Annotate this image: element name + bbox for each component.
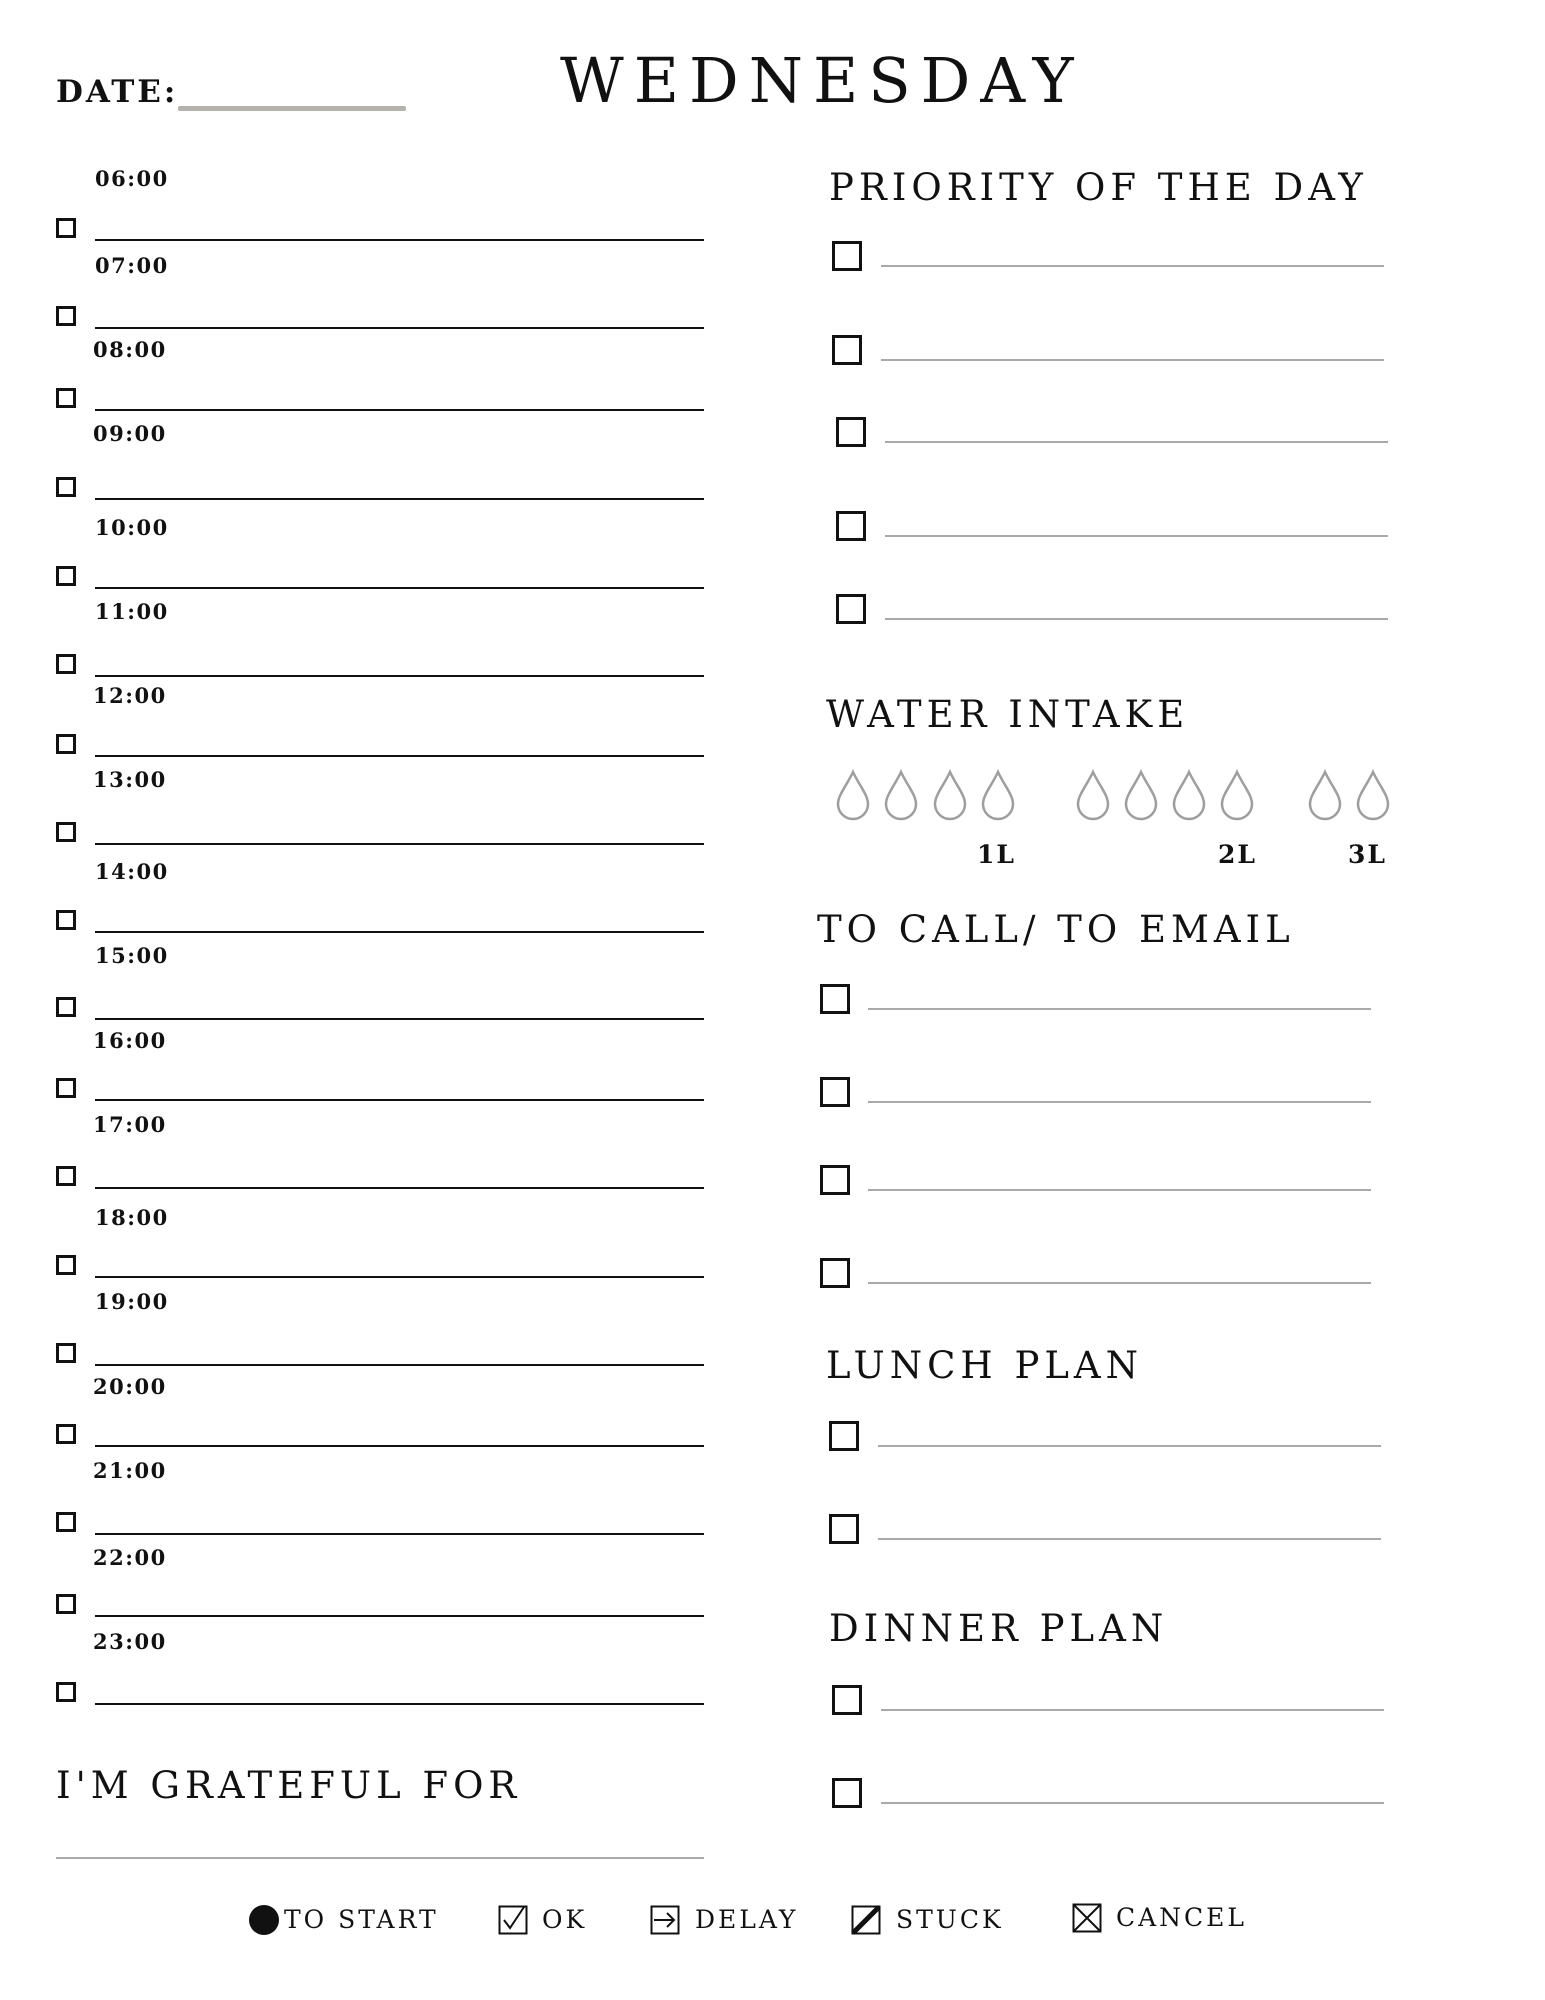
lunch-checkbox[interactable]	[829, 1421, 859, 1451]
priority-line[interactable]	[885, 618, 1388, 620]
priority-line[interactable]	[881, 359, 1384, 361]
legend-ok: OK	[542, 1905, 588, 1934]
schedule-line[interactable]	[95, 1276, 704, 1278]
legend-stuck: STUCK	[896, 1905, 1004, 1934]
lunch-line[interactable]	[878, 1538, 1381, 1540]
schedule-line[interactable]	[95, 239, 704, 241]
grateful-heading: I'M GRATEFUL FOR	[56, 1764, 522, 1807]
date-label: DATE:	[56, 74, 179, 110]
to-start-icon	[249, 1905, 279, 1935]
time-label: 07:00	[95, 253, 169, 278]
schedule-checkbox[interactable]	[56, 997, 76, 1017]
schedule-line[interactable]	[95, 1099, 704, 1101]
schedule-line[interactable]	[95, 327, 704, 329]
legend-to-start: TO START	[284, 1905, 439, 1934]
time-label: 14:00	[95, 859, 169, 884]
lunch-checkbox[interactable]	[829, 1514, 859, 1544]
dinner-heading: DINNER PLAN	[829, 1607, 1169, 1650]
water-drop-icon[interactable]	[1170, 769, 1208, 821]
time-label: 11:00	[95, 599, 169, 624]
schedule-checkbox[interactable]	[56, 1424, 76, 1444]
time-label: 15:00	[95, 943, 169, 968]
dinner-checkbox[interactable]	[832, 1685, 862, 1715]
water-drop-icon[interactable]	[1306, 769, 1344, 821]
time-label: 19:00	[95, 1289, 169, 1314]
water-label-2l: 2L	[1218, 840, 1257, 869]
schedule-checkbox[interactable]	[56, 654, 76, 674]
time-label: 17:00	[93, 1112, 167, 1137]
schedule-line[interactable]	[95, 1615, 704, 1617]
time-label: 06:00	[95, 166, 169, 191]
water-drop-icon[interactable]	[1122, 769, 1160, 821]
schedule-checkbox[interactable]	[56, 566, 76, 586]
schedule-line[interactable]	[95, 843, 704, 845]
call-checkbox[interactable]	[820, 984, 850, 1014]
water-drop-icon[interactable]	[1074, 769, 1112, 821]
schedule-checkbox[interactable]	[56, 1594, 76, 1614]
schedule-line[interactable]	[95, 931, 704, 933]
lunch-line[interactable]	[878, 1445, 1381, 1447]
call-line[interactable]	[868, 1101, 1371, 1103]
call-line[interactable]	[868, 1008, 1371, 1010]
priority-line[interactable]	[885, 535, 1388, 537]
schedule-checkbox[interactable]	[56, 306, 76, 326]
schedule-checkbox[interactable]	[56, 1512, 76, 1532]
priority-line[interactable]	[881, 265, 1384, 267]
schedule-checkbox[interactable]	[56, 1078, 76, 1098]
time-label: 20:00	[93, 1374, 167, 1399]
time-label: 12:00	[93, 683, 167, 708]
water-drop-icon[interactable]	[931, 769, 969, 821]
schedule-checkbox[interactable]	[56, 477, 76, 497]
time-label: 18:00	[95, 1205, 169, 1230]
calls-heading: TO CALL/ TO EMAIL	[817, 908, 1295, 951]
water-drop-icon[interactable]	[882, 769, 920, 821]
schedule-line[interactable]	[95, 587, 704, 589]
call-line[interactable]	[868, 1282, 1371, 1284]
schedule-line[interactable]	[95, 1703, 704, 1705]
time-label: 10:00	[95, 515, 169, 540]
priority-checkbox[interactable]	[836, 594, 866, 624]
schedule-checkbox[interactable]	[56, 1255, 76, 1275]
schedule-checkbox[interactable]	[56, 1166, 76, 1186]
schedule-line[interactable]	[95, 498, 704, 500]
time-label: 08:00	[93, 337, 167, 362]
ok-icon	[498, 1905, 528, 1935]
schedule-line[interactable]	[95, 675, 704, 677]
call-checkbox[interactable]	[820, 1165, 850, 1195]
schedule-line[interactable]	[95, 409, 704, 411]
schedule-line[interactable]	[95, 1533, 704, 1535]
schedule-line[interactable]	[95, 755, 704, 757]
water-drop-icon[interactable]	[1354, 769, 1392, 821]
legend-delay: DELAY	[695, 1905, 799, 1934]
schedule-checkbox[interactable]	[56, 910, 76, 930]
date-field[interactable]	[178, 106, 406, 111]
schedule-line[interactable]	[95, 1018, 704, 1020]
priority-line[interactable]	[885, 441, 1388, 443]
legend-cancel: CANCEL	[1116, 1903, 1248, 1932]
cancel-icon	[1072, 1903, 1102, 1933]
water-drop-icon[interactable]	[834, 769, 872, 821]
time-label: 22:00	[93, 1545, 167, 1570]
water-drop-icon[interactable]	[1218, 769, 1256, 821]
call-checkbox[interactable]	[820, 1258, 850, 1288]
schedule-checkbox[interactable]	[56, 822, 76, 842]
schedule-checkbox[interactable]	[56, 1343, 76, 1363]
dinner-line[interactable]	[881, 1709, 1384, 1711]
delay-icon	[650, 1905, 680, 1935]
dinner-line[interactable]	[881, 1802, 1384, 1804]
grateful-line[interactable]	[56, 1857, 704, 1859]
schedule-checkbox[interactable]	[56, 734, 76, 754]
schedule-checkbox[interactable]	[56, 1682, 76, 1702]
water-label-3l: 3L	[1348, 840, 1387, 869]
priority-heading: PRIORITY OF THE DAY	[829, 166, 1368, 209]
time-label: 16:00	[93, 1028, 167, 1053]
schedule-line[interactable]	[95, 1364, 704, 1366]
priority-checkbox[interactable]	[836, 511, 866, 541]
water-heading: WATER INTAKE	[826, 693, 1190, 736]
schedule-checkbox[interactable]	[56, 218, 76, 238]
dinner-checkbox[interactable]	[832, 1778, 862, 1808]
call-line[interactable]	[868, 1189, 1371, 1191]
priority-checkbox[interactable]	[832, 241, 862, 271]
lunch-heading: LUNCH PLAN	[826, 1344, 1144, 1387]
page-title: WEDNESDAY	[560, 44, 1084, 117]
time-label: 09:00	[93, 421, 167, 446]
water-label-1l: 1L	[977, 840, 1016, 869]
call-checkbox[interactable]	[820, 1077, 850, 1107]
time-label: 21:00	[93, 1458, 167, 1483]
priority-checkbox[interactable]	[836, 417, 866, 447]
stuck-icon	[851, 1905, 881, 1935]
priority-checkbox[interactable]	[832, 335, 862, 365]
time-label: 23:00	[93, 1629, 167, 1654]
water-drop-icon[interactable]	[979, 769, 1017, 821]
schedule-line[interactable]	[95, 1445, 704, 1447]
time-label: 13:00	[93, 767, 167, 792]
schedule-checkbox[interactable]	[56, 388, 76, 408]
schedule-line[interactable]	[95, 1187, 704, 1189]
